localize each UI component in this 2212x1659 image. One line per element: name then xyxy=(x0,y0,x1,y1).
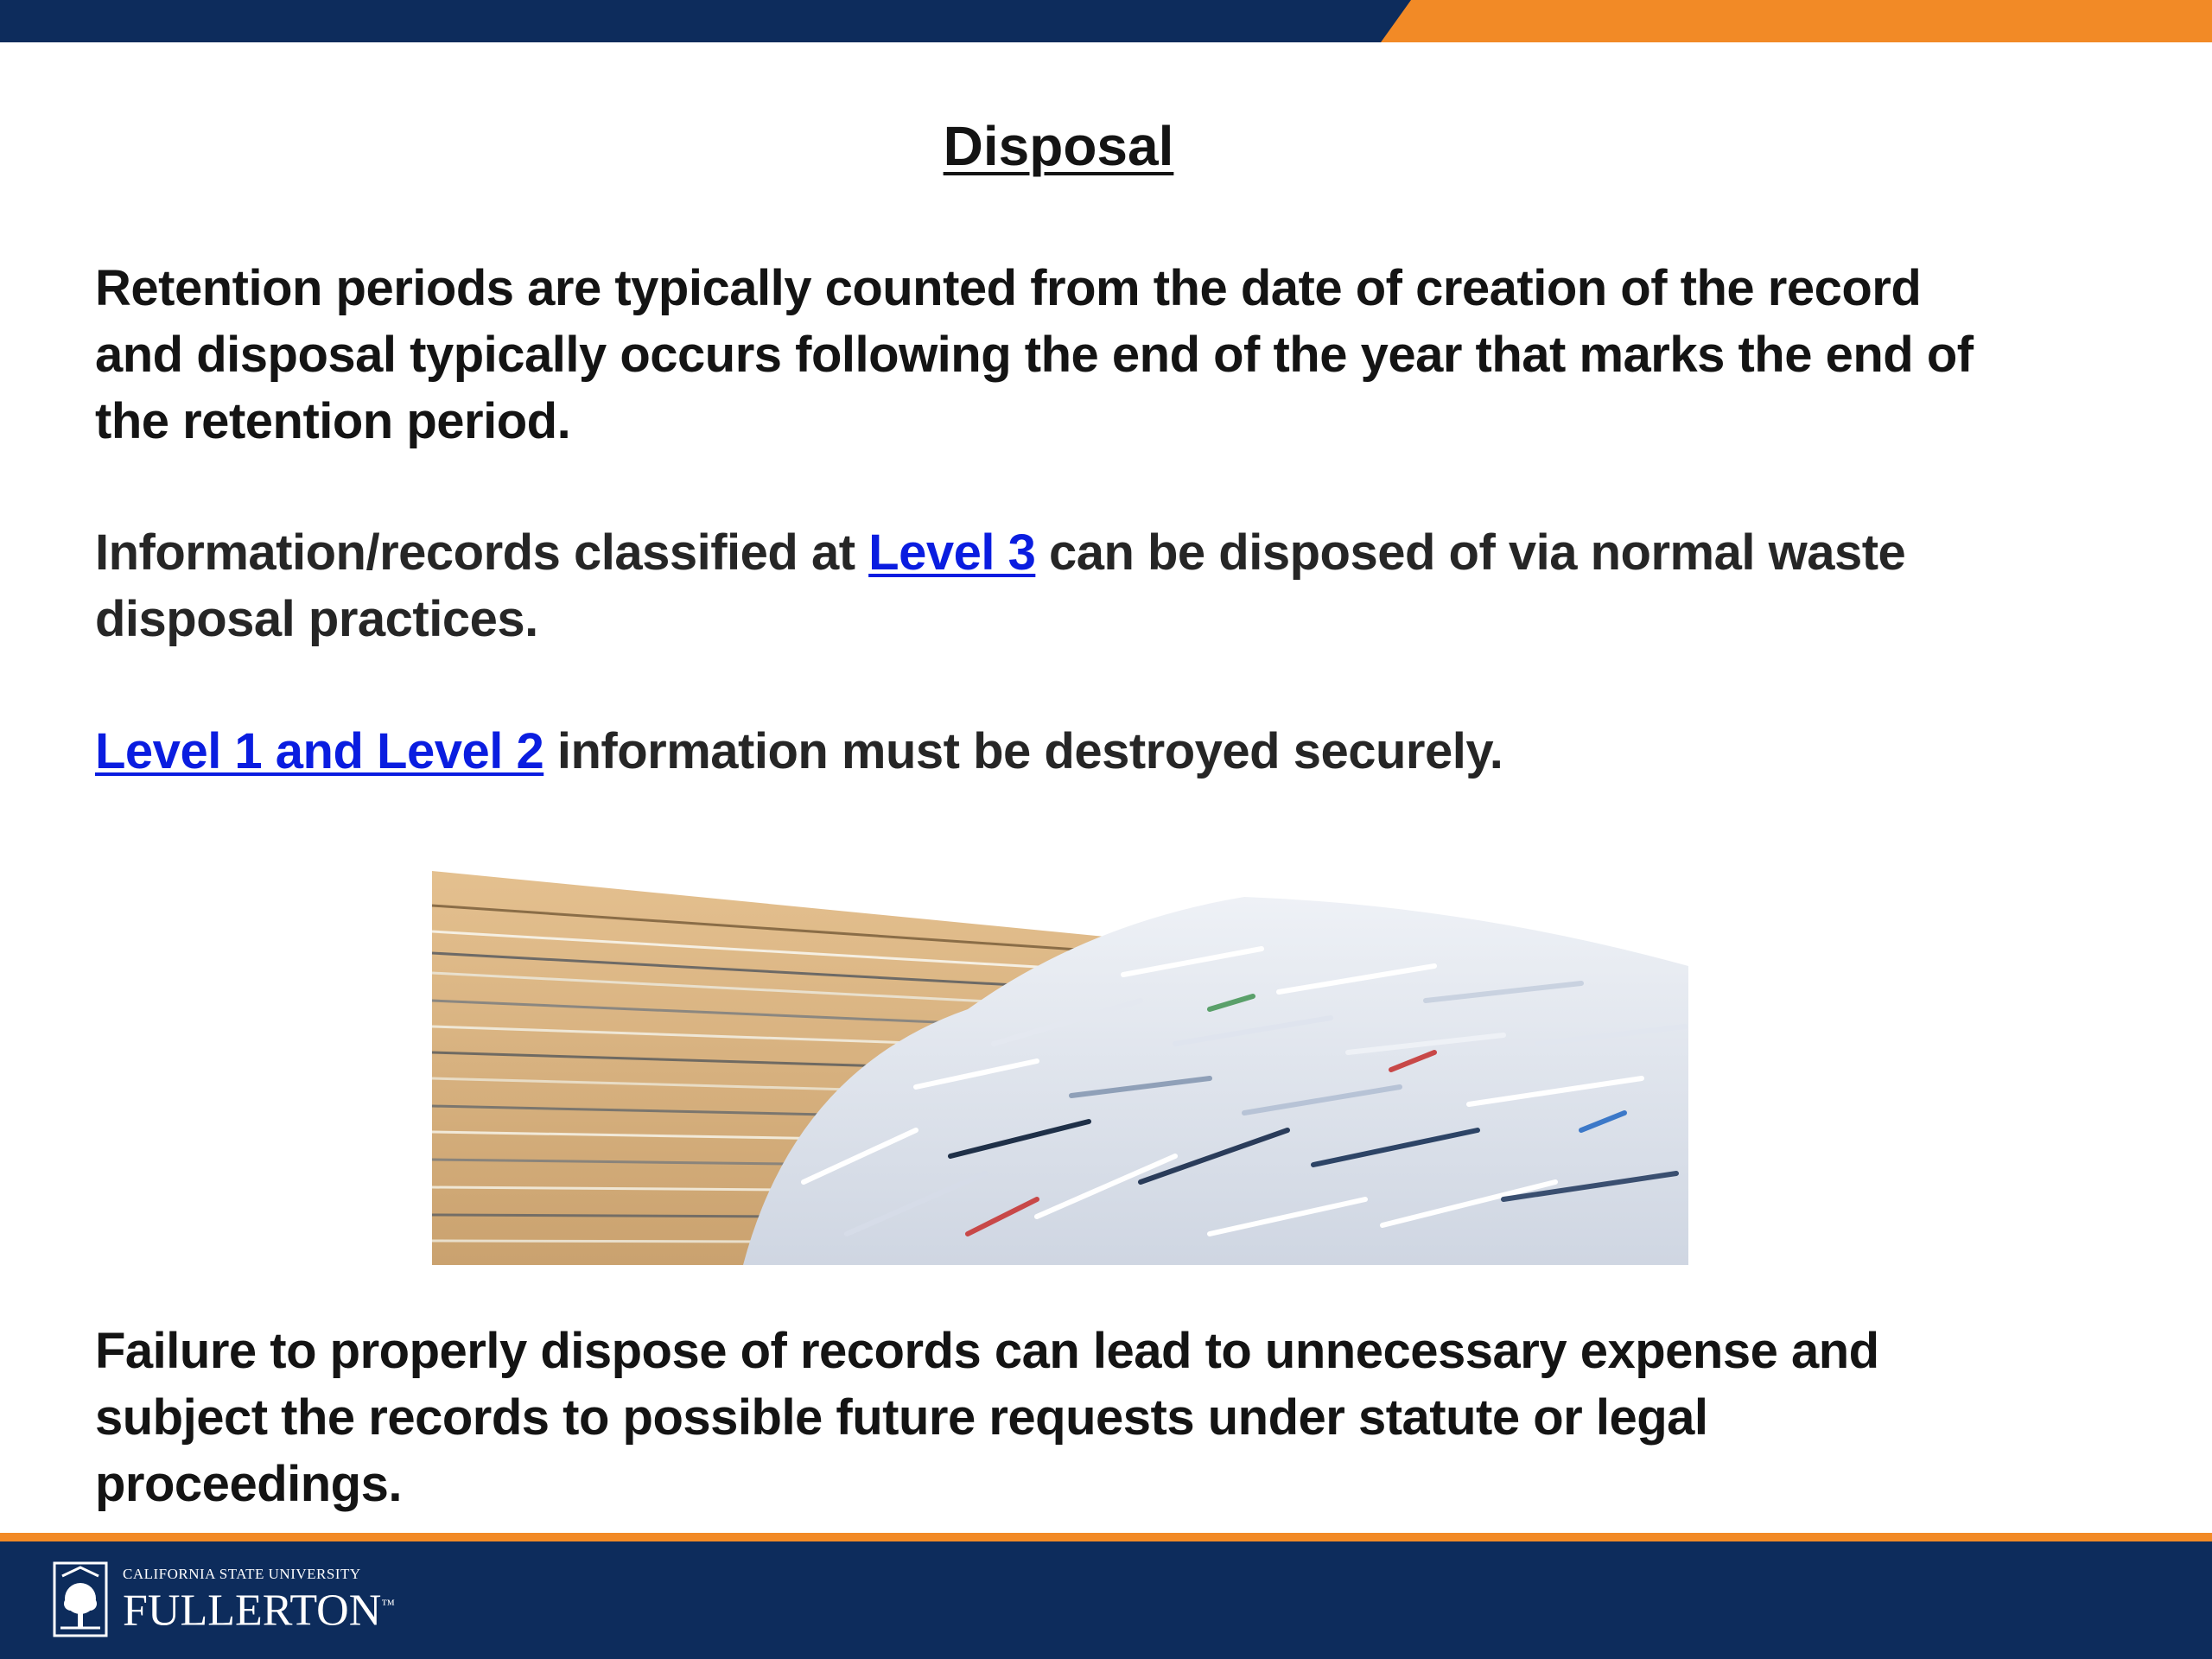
header-accent-stripe xyxy=(1381,0,2212,42)
logo-wordmark xyxy=(123,1565,395,1636)
logo-title xyxy=(123,1583,395,1636)
header-bar xyxy=(0,0,2212,42)
csuf-logo xyxy=(52,1560,395,1638)
shredded-paper-image xyxy=(432,871,1688,1265)
paragraph-level1-2-text: information must be destroyed securely. xyxy=(543,723,1503,779)
paragraph-level3-text-before: Information/records classified at xyxy=(95,524,869,581)
paragraph-level1-2 xyxy=(95,718,2022,785)
paragraph-level3 xyxy=(95,519,2022,652)
logo-title-text: FULLERTON xyxy=(123,1586,382,1636)
logo-subtitle: CALIFORNIA STATE UNIVERSITY xyxy=(123,1565,361,1582)
slide-title: Disposal xyxy=(943,115,1174,177)
paragraph-level3-text-after: can be disposed of via normal waste disposal practices. xyxy=(95,524,1906,647)
level-1-and-2-link[interactable]: Level 1 and Level 2 xyxy=(95,723,544,779)
logo-trademark: ™ xyxy=(381,1597,395,1612)
footer-accent-line xyxy=(0,1533,2212,1541)
level-3-link[interactable]: Level 3 xyxy=(868,524,1036,581)
paragraph-retention: Retention periods are typically counted from the date of creation of the record and disposal typically occurs following the end of the year that marks the end of the retention period. xyxy=(95,260,1974,449)
paragraph-failure: Failure to properly dispose of records can lead to unnecessary expense and subject the records to possible future requests under statute or legal proceedings. xyxy=(95,1323,1879,1512)
tower-tree-icon xyxy=(52,1560,109,1638)
